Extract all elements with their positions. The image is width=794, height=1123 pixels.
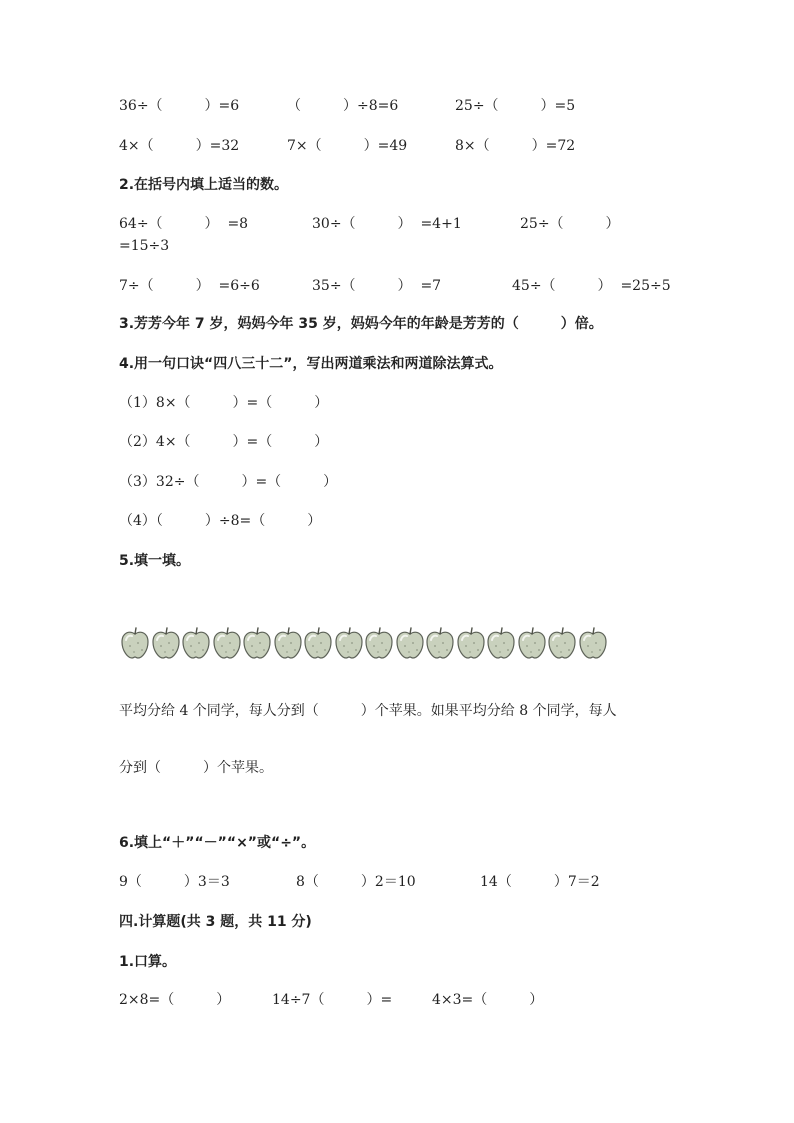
row1-expr3: 25÷（ ）=5 [455,98,576,114]
q4-item-1: （1）8×（ ）=（ ） [119,395,329,411]
q2-r2-expr1: 7÷（ ） =6÷6 [119,278,260,294]
calc1-expr1: 2×8=（ ） [119,992,231,1008]
q5-line2: 分到（ ）个苹果。 [119,760,273,776]
apple-icon [181,626,211,660]
apple-icon [303,626,333,660]
apple-icon [425,626,455,660]
q6-expr2: 8（ ）2＝10 [296,874,416,890]
q6-expr3: 14（ ）7＝2 [480,874,600,890]
row1-expr1: 36÷（ ）=6 [119,98,240,114]
q4-title: 4.用一句口诀“四八三十二”，写出两道乘法和两道除法算式。 [119,356,503,372]
apple-icon [456,626,486,660]
calc1-expr3: 4×3=（ ） [432,992,544,1008]
q2-r1-expr3: 25÷（ ） [520,216,620,232]
q2-title: 2.在括号内填上适当的数。 [119,177,289,193]
apple-icon [395,626,425,660]
apple-icon [334,626,364,660]
apple-icon [273,626,303,660]
calc1-title: 1.口算。 [119,954,177,970]
section4-title: 四.计算题(共 3 题，共 11 分) [119,914,312,930]
q2-r1-expr2: 30÷（ ） =4+1 [312,216,462,232]
apple-icon [547,626,577,660]
calc1-expr2: 14÷7（ ）= [272,992,393,1008]
q4-item-4: （4）（ ）÷8=（ ） [119,513,322,529]
q2-r1-wrap: =15÷3 [119,238,170,254]
apple-icon [120,626,150,660]
apple-icon [242,626,272,660]
row2-expr2: 7×（ ）=49 [287,138,408,154]
apple-icon [486,626,516,660]
apple-icon [578,626,608,660]
apple-icon [517,626,547,660]
q4-item-2: （2）4×（ ）=（ ） [119,434,329,450]
q3-text: 3.芳芳今年 7 岁，妈妈今年 35 岁，妈妈今年的年龄是芳芳的（ ）倍。 [119,316,603,332]
apple-row [120,626,610,660]
q5-title: 5.填一填。 [119,553,191,569]
row1-expr2: （ ）÷8=6 [287,98,399,114]
q2-r2-expr2: 35÷（ ） =7 [312,278,442,294]
apple-icon [364,626,394,660]
q2-r1-expr1: 64÷（ ） =8 [119,216,249,232]
q6-expr1: 9（ ）3＝3 [119,874,230,890]
row2-expr1: 4×（ ）=32 [119,138,240,154]
q4-item-3: （3）32÷（ ）=（ ） [119,474,338,490]
apple-icon [212,626,242,660]
row2-expr3: 8×（ ）=72 [455,138,576,154]
q2-r2-expr3: 45÷（ ） =25÷5 [512,278,671,294]
apple-icon [151,626,181,660]
q5-line1: 平均分给 4 个同学，每人分到（ ）个苹果。如果平均分给 8 个同学，每人 [119,703,617,719]
q6-title: 6.填上“＋”“－”“×”或“÷”。 [119,835,316,851]
